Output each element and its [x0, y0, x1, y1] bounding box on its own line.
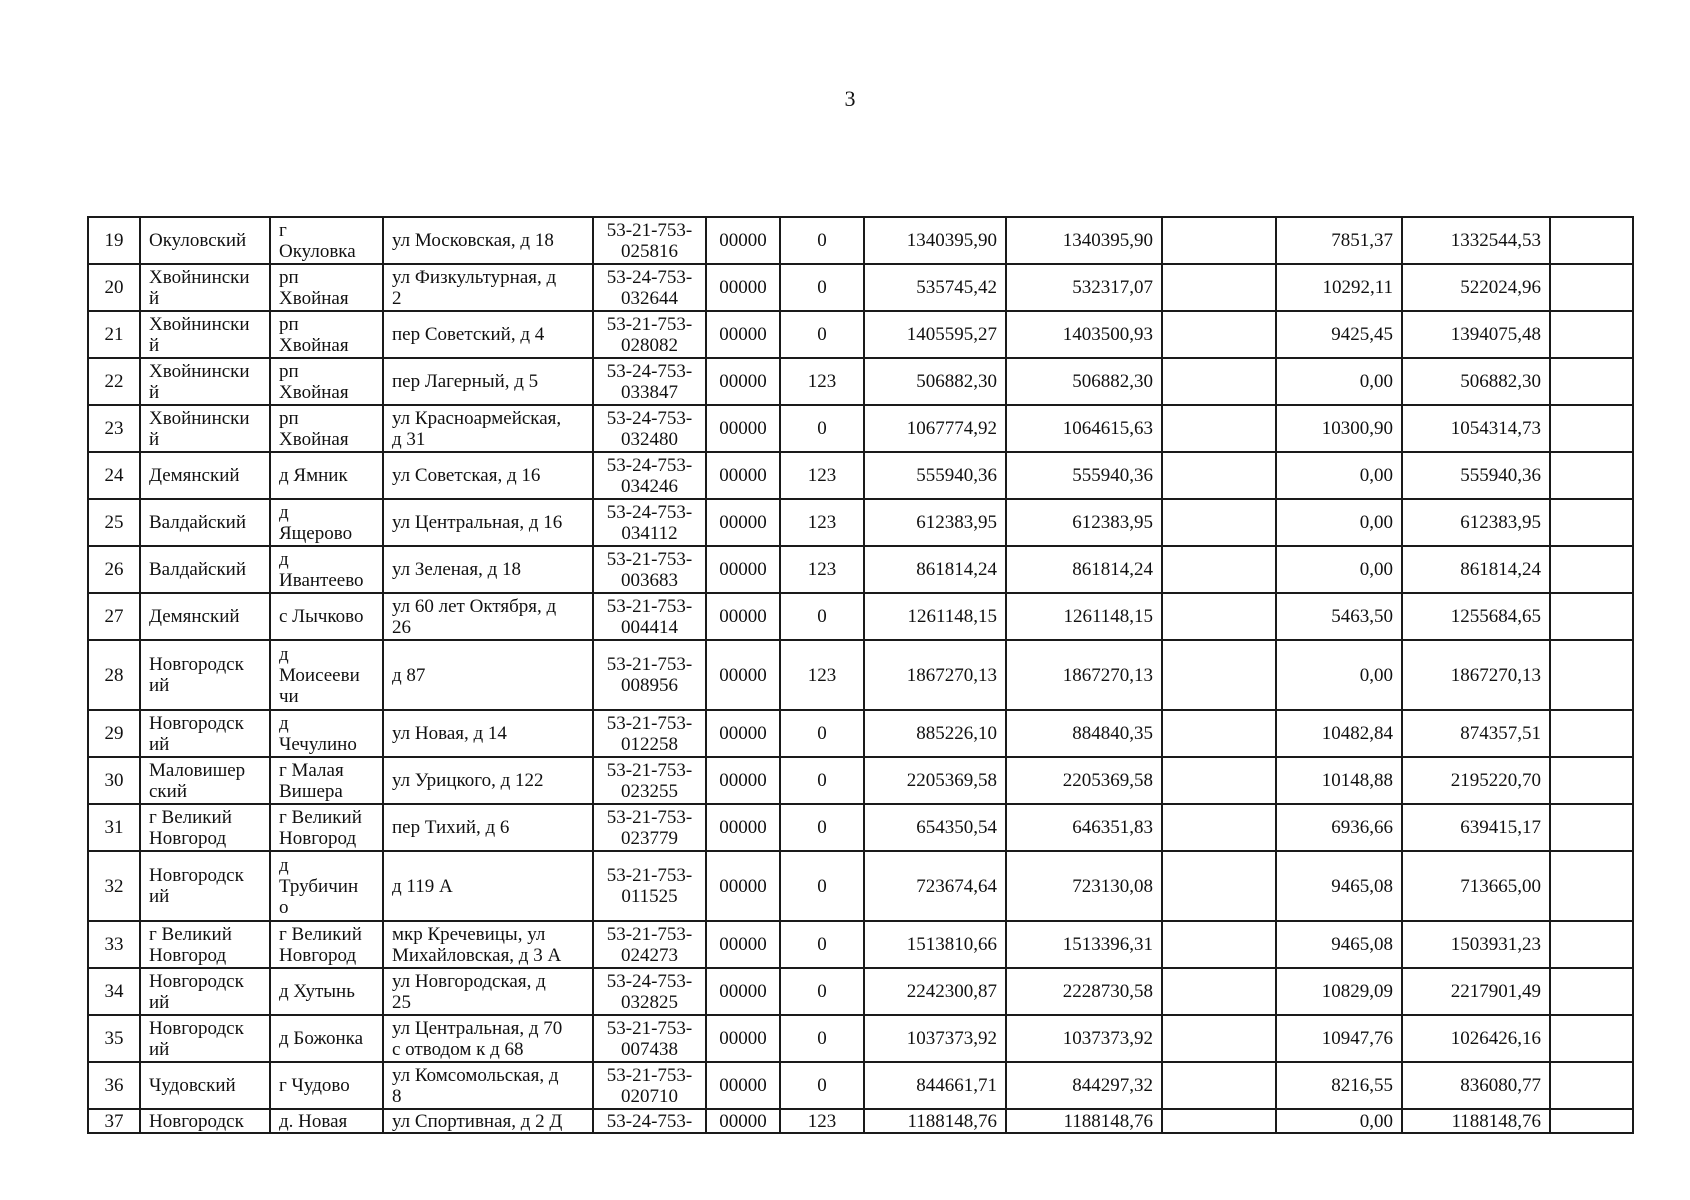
amount-deduction-cell: 9425,45	[1276, 311, 1402, 358]
amount-estimated-cell: 646351,83	[1006, 804, 1162, 851]
extra-cell	[1550, 1015, 1633, 1062]
amount-deduction-cell: 10829,09	[1276, 968, 1402, 1015]
table-row	[88, 1015, 1633, 1062]
address-cell: ул Советская, д 16	[383, 452, 593, 499]
cadastral-number-cell: 53-21-753- 023779	[593, 804, 706, 851]
cadastral-number-cell: 53-24-753- 033847	[593, 358, 706, 405]
registry-table	[87, 216, 1634, 1134]
code-cell: 00000	[706, 264, 780, 311]
code-cell: 00000	[706, 710, 780, 757]
code-cell: 00000	[706, 757, 780, 804]
amount-result-cell: 555940,36	[1402, 452, 1550, 499]
settlement-cell: д Ящерово	[270, 499, 383, 546]
table-row	[88, 358, 1633, 405]
settlement-cell: д Хутынь	[270, 968, 383, 1015]
amount-result-cell: 1394075,48	[1402, 311, 1550, 358]
cadastral-number-cell: 53-21-753- 024273	[593, 921, 706, 968]
cadastral-number-cell: 53-21-753- 004414	[593, 593, 706, 640]
cadastral-number-cell: 53-21-753- 023255	[593, 757, 706, 804]
amount-blank-cell	[1162, 593, 1276, 640]
row-number-cell: 24	[88, 452, 140, 499]
amount-result-cell: 2217901,49	[1402, 968, 1550, 1015]
district-cell: Окуловский	[140, 217, 270, 264]
category-code-cell: 123	[780, 640, 864, 710]
amount-blank-cell	[1162, 546, 1276, 593]
extra-cell	[1550, 264, 1633, 311]
amount-blank-cell	[1162, 264, 1276, 311]
code-cell: 00000	[706, 499, 780, 546]
cadastral-number-cell: 53-21-753- 012258	[593, 710, 706, 757]
amount-deduction-cell: 5463,50	[1276, 593, 1402, 640]
amount-estimated-cell: 1340395,90	[1006, 217, 1162, 264]
code-cell: 00000	[706, 921, 780, 968]
address-cell: ул Центральная, д 70 с отводом к д 68	[383, 1015, 593, 1062]
amount-deduction-cell: 6936,66	[1276, 804, 1402, 851]
amount-total-cell: 612383,95	[864, 499, 1006, 546]
amount-result-cell: 506882,30	[1402, 358, 1550, 405]
amount-blank-cell	[1162, 757, 1276, 804]
amount-blank-cell	[1162, 499, 1276, 546]
amount-deduction-cell: 10148,88	[1276, 757, 1402, 804]
district-cell: Демянский	[140, 593, 270, 640]
amount-deduction-cell: 8216,55	[1276, 1062, 1402, 1109]
amount-result-cell: 861814,24	[1402, 546, 1550, 593]
cadastral-number-cell: 53-21-753- 020710	[593, 1062, 706, 1109]
category-code-cell: 123	[780, 1109, 864, 1133]
amount-deduction-cell: 10482,84	[1276, 710, 1402, 757]
amount-blank-cell	[1162, 405, 1276, 452]
extra-cell	[1550, 311, 1633, 358]
amount-result-cell: 1503931,23	[1402, 921, 1550, 968]
table-row	[88, 1109, 1633, 1133]
amount-result-cell: 2195220,70	[1402, 757, 1550, 804]
cadastral-number-cell: 53-24-753- 034246	[593, 452, 706, 499]
category-code-cell: 0	[780, 405, 864, 452]
amount-total-cell: 1513810,66	[864, 921, 1006, 968]
extra-cell	[1550, 710, 1633, 757]
code-cell: 00000	[706, 968, 780, 1015]
table-row	[88, 968, 1633, 1015]
row-number-cell: 25	[88, 499, 140, 546]
amount-estimated-cell: 1037373,92	[1006, 1015, 1162, 1062]
table-row	[88, 452, 1633, 499]
extra-cell	[1550, 405, 1633, 452]
address-cell: ул Новгородская, д 25	[383, 968, 593, 1015]
settlement-cell: г Великий Новгород	[270, 921, 383, 968]
amount-deduction-cell: 0,00	[1276, 640, 1402, 710]
address-cell: ул Урицкого, д 122	[383, 757, 593, 804]
amount-blank-cell	[1162, 804, 1276, 851]
district-cell: Новгородск ий	[140, 851, 270, 921]
amount-total-cell: 1188148,76	[864, 1109, 1006, 1133]
amount-blank-cell	[1162, 1015, 1276, 1062]
settlement-cell: г Великий Новгород	[270, 804, 383, 851]
registry-rows	[88, 217, 1633, 1133]
row-number-cell: 20	[88, 264, 140, 311]
code-cell: 00000	[706, 452, 780, 499]
amount-deduction-cell: 0,00	[1276, 358, 1402, 405]
amount-estimated-cell: 1188148,76	[1006, 1109, 1162, 1133]
settlement-cell: г Малая Вишера	[270, 757, 383, 804]
table-row	[88, 217, 1633, 264]
district-cell: г Великий Новгород	[140, 804, 270, 851]
settlement-cell: д. Новая	[270, 1109, 383, 1133]
amount-deduction-cell: 9465,08	[1276, 851, 1402, 921]
category-code-cell: 123	[780, 452, 864, 499]
amount-total-cell: 555940,36	[864, 452, 1006, 499]
table-row	[88, 546, 1633, 593]
amount-total-cell: 1037373,92	[864, 1015, 1006, 1062]
cadastral-number-cell: 53-21-753- 011525	[593, 851, 706, 921]
amount-estimated-cell: 1064615,63	[1006, 405, 1162, 452]
table-row	[88, 757, 1633, 804]
category-code-cell: 0	[780, 217, 864, 264]
extra-cell	[1550, 217, 1633, 264]
settlement-cell: д Ямник	[270, 452, 383, 499]
amount-result-cell: 1255684,65	[1402, 593, 1550, 640]
address-cell: ул Спортивная, д 2 Д	[383, 1109, 593, 1133]
row-number-cell: 34	[88, 968, 140, 1015]
code-cell: 00000	[706, 217, 780, 264]
amount-blank-cell	[1162, 358, 1276, 405]
category-code-cell: 0	[780, 710, 864, 757]
amount-deduction-cell: 10292,11	[1276, 264, 1402, 311]
row-number-cell: 27	[88, 593, 140, 640]
amount-total-cell: 506882,30	[864, 358, 1006, 405]
row-number-cell: 28	[88, 640, 140, 710]
table-row	[88, 804, 1633, 851]
code-cell: 00000	[706, 311, 780, 358]
district-cell: Новгородск ий	[140, 710, 270, 757]
code-cell: 00000	[706, 1109, 780, 1133]
cadastral-number-cell: 53-24-753- 034112	[593, 499, 706, 546]
settlement-cell: г Окуловка	[270, 217, 383, 264]
settlement-cell: рп Хвойная	[270, 358, 383, 405]
row-number-cell: 32	[88, 851, 140, 921]
amount-total-cell: 2242300,87	[864, 968, 1006, 1015]
table-row	[88, 921, 1633, 968]
amount-estimated-cell: 612383,95	[1006, 499, 1162, 546]
amount-estimated-cell: 1403500,93	[1006, 311, 1162, 358]
cadastral-number-cell: 53-21-753- 003683	[593, 546, 706, 593]
district-cell: Хвойнински й	[140, 358, 270, 405]
settlement-cell: рп Хвойная	[270, 264, 383, 311]
district-cell: Чудовский	[140, 1062, 270, 1109]
amount-total-cell: 1067774,92	[864, 405, 1006, 452]
amount-total-cell: 885226,10	[864, 710, 1006, 757]
district-cell: Хвойнински й	[140, 264, 270, 311]
amount-deduction-cell: 7851,37	[1276, 217, 1402, 264]
code-cell: 00000	[706, 358, 780, 405]
amount-total-cell: 1405595,27	[864, 311, 1006, 358]
amount-deduction-cell: 10947,76	[1276, 1015, 1402, 1062]
extra-cell	[1550, 358, 1633, 405]
category-code-cell: 123	[780, 499, 864, 546]
address-cell: ул Комсомольская, д 8	[383, 1062, 593, 1109]
cadastral-number-cell: 53-24-753- 032480	[593, 405, 706, 452]
row-number-cell: 37	[88, 1109, 140, 1133]
amount-estimated-cell: 861814,24	[1006, 546, 1162, 593]
settlement-cell: д Моисееви чи	[270, 640, 383, 710]
amount-total-cell: 654350,54	[864, 804, 1006, 851]
code-cell: 00000	[706, 1062, 780, 1109]
district-cell: Новгородск ий	[140, 640, 270, 710]
category-code-cell: 123	[780, 546, 864, 593]
settlement-cell: д Божонка	[270, 1015, 383, 1062]
table-row	[88, 405, 1633, 452]
district-cell: Валдайский	[140, 499, 270, 546]
category-code-cell: 0	[780, 593, 864, 640]
amount-estimated-cell: 555940,36	[1006, 452, 1162, 499]
amount-result-cell: 874357,51	[1402, 710, 1550, 757]
amount-estimated-cell: 1261148,15	[1006, 593, 1162, 640]
cadastral-number-cell: 53-24-753- 032644	[593, 264, 706, 311]
category-code-cell: 0	[780, 757, 864, 804]
amount-deduction-cell: 0,00	[1276, 499, 1402, 546]
code-cell: 00000	[706, 804, 780, 851]
code-cell: 00000	[706, 593, 780, 640]
address-cell: ул Центральная, д 16	[383, 499, 593, 546]
code-cell: 00000	[706, 1015, 780, 1062]
extra-cell	[1550, 804, 1633, 851]
extra-cell	[1550, 499, 1633, 546]
address-cell: д 87	[383, 640, 593, 710]
amount-estimated-cell: 884840,35	[1006, 710, 1162, 757]
category-code-cell: 0	[780, 264, 864, 311]
amount-result-cell: 1054314,73	[1402, 405, 1550, 452]
code-cell: 00000	[706, 405, 780, 452]
amount-blank-cell	[1162, 1109, 1276, 1133]
category-code-cell: 0	[780, 1015, 864, 1062]
row-number-cell: 31	[88, 804, 140, 851]
table-row	[88, 593, 1633, 640]
address-cell: пер Советский, д 4	[383, 311, 593, 358]
amount-result-cell: 713665,00	[1402, 851, 1550, 921]
extra-cell	[1550, 1109, 1633, 1133]
district-cell: Новгородск ий	[140, 1015, 270, 1062]
page-number: 3	[844, 86, 856, 111]
extra-cell	[1550, 968, 1633, 1015]
amount-blank-cell	[1162, 851, 1276, 921]
extra-cell	[1550, 851, 1633, 921]
table-row	[88, 311, 1633, 358]
amount-total-cell: 861814,24	[864, 546, 1006, 593]
amount-deduction-cell: 0,00	[1276, 546, 1402, 593]
settlement-cell: рп Хвойная	[270, 311, 383, 358]
amount-blank-cell	[1162, 452, 1276, 499]
row-number-cell: 29	[88, 710, 140, 757]
extra-cell	[1550, 593, 1633, 640]
extra-cell	[1550, 1062, 1633, 1109]
row-number-cell: 21	[88, 311, 140, 358]
amount-blank-cell	[1162, 311, 1276, 358]
amount-total-cell: 2205369,58	[864, 757, 1006, 804]
district-cell: Хвойнински й	[140, 311, 270, 358]
address-cell: ул Московская, д 18	[383, 217, 593, 264]
row-number-cell: 23	[88, 405, 140, 452]
district-cell: Хвойнински й	[140, 405, 270, 452]
extra-cell	[1550, 640, 1633, 710]
row-number-cell: 35	[88, 1015, 140, 1062]
amount-result-cell: 639415,17	[1402, 804, 1550, 851]
amount-blank-cell	[1162, 968, 1276, 1015]
row-number-cell: 19	[88, 217, 140, 264]
district-cell: г Великий Новгород	[140, 921, 270, 968]
row-number-cell: 36	[88, 1062, 140, 1109]
settlement-cell: д Чечулино	[270, 710, 383, 757]
cadastral-number-cell: 53-21-753- 007438	[593, 1015, 706, 1062]
cadastral-number-cell: 53-21-753- 028082	[593, 311, 706, 358]
amount-total-cell: 723674,64	[864, 851, 1006, 921]
address-cell: ул 60 лет Октября, д 26	[383, 593, 593, 640]
district-cell: Новгородск	[140, 1109, 270, 1133]
extra-cell	[1550, 452, 1633, 499]
amount-result-cell: 836080,77	[1402, 1062, 1550, 1109]
code-cell: 00000	[706, 546, 780, 593]
amount-estimated-cell: 2205369,58	[1006, 757, 1162, 804]
amount-estimated-cell: 2228730,58	[1006, 968, 1162, 1015]
address-cell: пер Лагерный, д 5	[383, 358, 593, 405]
district-cell: Новгородск ий	[140, 968, 270, 1015]
amount-estimated-cell: 532317,07	[1006, 264, 1162, 311]
amount-total-cell: 1261148,15	[864, 593, 1006, 640]
address-cell: мкр Кречевицы, ул Михайловская, д 3 А	[383, 921, 593, 968]
amount-result-cell: 612383,95	[1402, 499, 1550, 546]
category-code-cell: 123	[780, 358, 864, 405]
cadastral-number-cell: 53-24-753- 032825	[593, 968, 706, 1015]
row-number-cell: 33	[88, 921, 140, 968]
amount-estimated-cell: 844297,32	[1006, 1062, 1162, 1109]
cadastral-number-cell: 53-21-753- 008956	[593, 640, 706, 710]
amount-total-cell: 535745,42	[864, 264, 1006, 311]
cadastral-number-cell: 53-24-753-	[593, 1109, 706, 1133]
district-cell: Валдайский	[140, 546, 270, 593]
amount-estimated-cell: 723130,08	[1006, 851, 1162, 921]
row-number-cell: 30	[88, 757, 140, 804]
extra-cell	[1550, 546, 1633, 593]
amount-estimated-cell: 1867270,13	[1006, 640, 1162, 710]
extra-cell	[1550, 921, 1633, 968]
address-cell: ул Зеленая, д 18	[383, 546, 593, 593]
district-cell: Демянский	[140, 452, 270, 499]
amount-total-cell: 844661,71	[864, 1062, 1006, 1109]
settlement-cell: д Ивантеево	[270, 546, 383, 593]
address-cell: ул Красноармейская, д 31	[383, 405, 593, 452]
table-row	[88, 640, 1633, 710]
table-row	[88, 710, 1633, 757]
category-code-cell: 0	[780, 921, 864, 968]
cadastral-number-cell: 53-21-753- 025816	[593, 217, 706, 264]
category-code-cell: 0	[780, 311, 864, 358]
address-cell: ул Новая, д 14	[383, 710, 593, 757]
amount-estimated-cell: 1513396,31	[1006, 921, 1162, 968]
amount-blank-cell	[1162, 710, 1276, 757]
amount-result-cell: 1332544,53	[1402, 217, 1550, 264]
amount-result-cell: 522024,96	[1402, 264, 1550, 311]
amount-estimated-cell: 506882,30	[1006, 358, 1162, 405]
settlement-cell: г Чудово	[270, 1062, 383, 1109]
district-cell: Маловишер ский	[140, 757, 270, 804]
category-code-cell: 0	[780, 804, 864, 851]
address-cell: ул Физкультурная, д 2	[383, 264, 593, 311]
amount-total-cell: 1867270,13	[864, 640, 1006, 710]
amount-blank-cell	[1162, 1062, 1276, 1109]
table-row	[88, 264, 1633, 311]
code-cell: 00000	[706, 851, 780, 921]
amount-result-cell: 1026426,16	[1402, 1015, 1550, 1062]
address-cell: пер Тихий, д 6	[383, 804, 593, 851]
amount-deduction-cell: 10300,90	[1276, 405, 1402, 452]
table-row	[88, 851, 1633, 921]
table-row	[88, 499, 1633, 546]
category-code-cell: 0	[780, 1062, 864, 1109]
address-cell: д 119 А	[383, 851, 593, 921]
amount-blank-cell	[1162, 217, 1276, 264]
amount-deduction-cell: 9465,08	[1276, 921, 1402, 968]
code-cell: 00000	[706, 640, 780, 710]
amount-blank-cell	[1162, 921, 1276, 968]
row-number-cell: 22	[88, 358, 140, 405]
amount-total-cell: 1340395,90	[864, 217, 1006, 264]
category-code-cell: 0	[780, 851, 864, 921]
table-row	[88, 1062, 1633, 1109]
amount-deduction-cell: 0,00	[1276, 452, 1402, 499]
amount-result-cell: 1188148,76	[1402, 1109, 1550, 1133]
row-number-cell: 26	[88, 546, 140, 593]
settlement-cell: рп Хвойная	[270, 405, 383, 452]
settlement-cell: д Трубичин о	[270, 851, 383, 921]
category-code-cell: 0	[780, 968, 864, 1015]
extra-cell	[1550, 757, 1633, 804]
amount-deduction-cell: 0,00	[1276, 1109, 1402, 1133]
amount-blank-cell	[1162, 640, 1276, 710]
amount-result-cell: 1867270,13	[1402, 640, 1550, 710]
settlement-cell: с Лычково	[270, 593, 383, 640]
